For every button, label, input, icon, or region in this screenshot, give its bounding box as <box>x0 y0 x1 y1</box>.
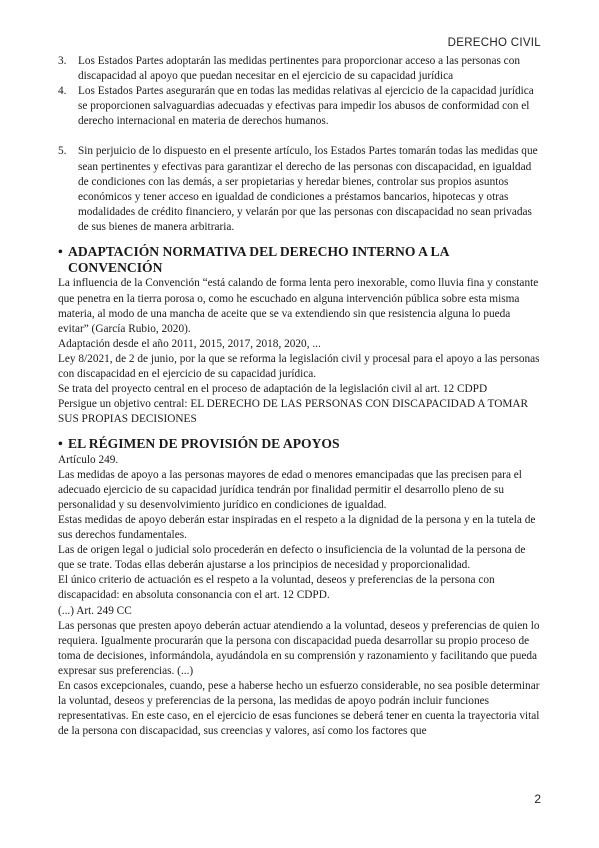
paragraph: Estas medidas de apoyo deberán estar inspiradas en el respeto a la dignidad de la persona y en la tutela de sus derechos fundamentales. <box>58 513 536 542</box>
document-body <box>58 54 542 739</box>
paragraph: El único criterio de actuación es el respeto a la voluntad, deseos y preferencias de la persona con discapacidad: en absoluta consonancia con el art. 12 CDPD. <box>58 574 495 602</box>
bullet-icon: • <box>58 436 63 452</box>
list-number: 4. <box>58 85 67 98</box>
list-item-5 <box>58 144 542 235</box>
paragraph: Adaptación desde el año 2011, 2015, 2017, 2018, 2020, ... <box>58 337 321 350</box>
paragraph: Las medidas de apoyo a las personas mayores de edad o menores emancipadas que las precisen para el adecuado ejercicio de su capacidad jurídica tendrán por finalidad permitir el desarrollo pleno de su personalidad y su desenvolvimiento jurídico en condiciones de igualdad. <box>58 468 522 511</box>
paragraph: Artículo 249. <box>58 453 119 466</box>
list-text: Los Estados Partes asegurarán que en todas las medidas relativas al ejercicio de la capacidad jurídica se proporcionen salvaguardias adecuadas y efectivas para impedir los abusos de conformidad con el derecho internacional en materia de derechos humanos. <box>78 85 534 128</box>
list-text: Sin perjuicio de lo dispuesto en el presente artículo, los Estados Partes tomarán todas las medidas que sean pertinentes y efectivas para garantizar el derecho de las personas con discapacidad, en igualdad de condiciones con las demás, a ser propietarias y heredar bienes, controlar sus propios asuntos económicos y tener acceso en igualdad de condiciones a préstamos bancarios, hipotecas y otras modalidades de crédito financiero, y velarán por que las personas con discapacidad no sean privadas de sus bienes de manera arbitraria. <box>78 145 538 233</box>
list-text: Los Estados Partes adoptarán las medidas pertinentes para proporcionar acceso a las personas con discapacidad al apoyo que puedan necesitar en el ejercicio de su capacidad jurídica <box>78 55 520 83</box>
paragraph: La influencia de la Convención “está calando de forma lenta pero inexorable, como lluvia fina y constante que penetra en la tierra porosa o, como he escuchado en alguna intervención pública sobre esta misma materia, al modo de una mancha de aceite que se va extendiendo sin que resistencia alguna lo pueda evitar” (García Rubio, 2020). <box>58 277 539 335</box>
spacer <box>58 129 542 144</box>
running-header: DERECHO CIVIL <box>447 37 541 49</box>
paragraph: Las de origen legal o judicial solo procederán en defecto o insuficiencia de la voluntad de la persona de que se trate. Todas ellas deberán ajustarse a los principios de necesidad y proporcionalidad. <box>58 544 526 572</box>
list-item-4 <box>58 84 542 129</box>
paragraph: Persigue un objetivo central: EL DERECHO DE LAS PERSONAS CON DISCAPACIDAD A TOMAR SUS PROPIAS DECISIONES <box>58 398 529 426</box>
section-heading-regimen <box>58 436 542 452</box>
paragraph: En casos excepcionales, cuando, pese a haberse hecho un esfuerzo considerable, no sea posible determinar la voluntad, deseos y preferencias de la persona, las medidas de apoyo podrán incluir funciones representativas. En este caso, en el ejercicio de esas funciones se deberá tener en cuenta la trayectoria vital de la persona con discapacidad, sus creencias y valores, así como los factores que <box>58 679 540 738</box>
heading-text: ADAPTACIÓN NORMATIVA DEL DERECHO INTERNO A LA CONVENCIÓN <box>68 244 449 276</box>
bullet-icon: • <box>58 244 63 260</box>
heading-text: EL RÉGIMEN DE PROVISIÓN DE APOYOS <box>68 436 340 452</box>
page-number: 2 <box>534 792 541 806</box>
paragraph: Las personas que presten apoyo deberán actuar atendiendo a la voluntad, deseos y preferencias de quien lo requiera. Igualmente procurarán que la persona con discapacidad pueda desarrollar su propio proceso de toma de decisiones, informándola, ayudándola en su comprensión y razonamiento y facilitando que pueda expresar sus preferencias. (...) <box>58 619 540 677</box>
section-heading-adaptacion <box>58 244 542 276</box>
paragraph: Ley 8/2021, de 2 de junio, por la que se reforma la legislación civil y procesal para el apoyo a las personas con discapacidad en el ejercicio de su capacidad jurídica. <box>58 352 540 380</box>
paragraph: (...) Art. 249 CC <box>58 604 132 617</box>
list-number: 3. <box>58 55 67 67</box>
list-item-3 <box>58 54 542 84</box>
list-number: 5. <box>58 145 67 158</box>
paragraph: Se trata del proyecto central en el proceso de adaptación de la legislación civil al art. 12 CDPD <box>58 383 488 396</box>
